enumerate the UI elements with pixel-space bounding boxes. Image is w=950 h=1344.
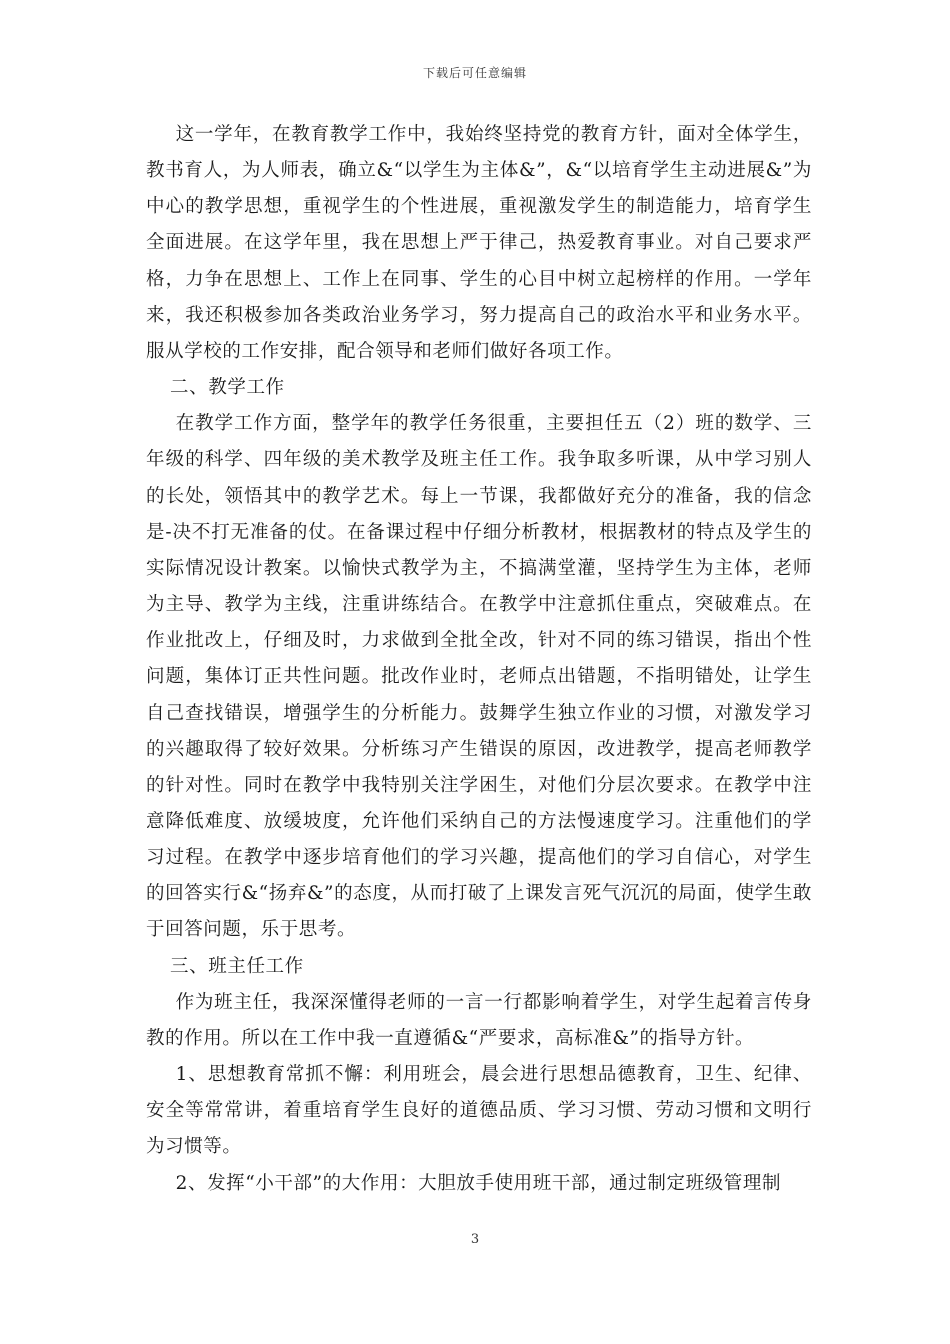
page-number: 3 xyxy=(470,1232,480,1247)
paragraph-intro: 这一学年，在教育教学工作中，我始终坚持党的教育方针，面对全体学生，教书育人，为人师表，确立&“以学生为主体&”，&“以培育学生主动进展&”为中心的教学思想，重视学生的个性进展，重视激发学生的制造能力，培育学生全面进展。在这学年里，我在思想上严于律己，热爱教育事业。对自己要求严格，力争在思想上、工作上在同事、学生的心目中树立起榜样的作用。一学年来，我还积极参加各类政治业务学习，努力提高自己的政治水平和业务水平。服从学校的工作安排，配合领导和老师们做好各项工作。 xyxy=(146,124,812,362)
page-header: 下载后可任意编辑 xyxy=(422,66,527,80)
paragraph-class-teacher: 作为班主任，我深深懂得老师的一言一行都影响着学生，对学生起着言传身教的作用。所以在工作中我一直遵循&“严要求，高标准&”的指导方针。 xyxy=(146,991,812,1049)
section-heading-class-teacher: 三、班主任工作 xyxy=(170,955,304,977)
paragraph-item-1: 1、思想教育常抓不懈：利用班会，晨会进行思想品德教育，卫生、纪律、安全等常常讲，着重培育学生良好的道德品质、学习习惯、劳动习惯和文明行为习惯等。 xyxy=(146,1064,812,1158)
paragraph-teaching: 在教学工作方面，整学年的教学任务很重，主要担任五（2）班的数学、三年级的科学、四年级的美术教学及班主任工作。我争取多听课，从中学习别人的长处，领悟其中的教学艺术。每上一节课，我都做好充分的准备，我的信念是-决不打无准备的仗。在备课过程中仔细分析教材，根据教材的特点及学生的实际情况设计教案。以愉快式教学为主，不搞满堂灌，坚持学生为主体，老师为主导、教学为主线，注重讲练结合。在教学中注意抓住重点，突破难点。在作业批改上，仔细及时，力求做到全批全改，针对不同的练习错误，指出个性问题，集体订正共性问题。批改作业时，老师点出错题，不指明错处，让学生自己查找错误，增强学生的分析能力。鼓舞学生独立作业的习惯，对激发学习的兴趣取得了较好效果。分析练习产生错误的原因，改进教学，提高老师教学的针对性。同时在教学中我特别关注学困生，对他们分层次要求。在教学中注意降低难度、放缓坡度，允许他们采纳自己的方法慢速度学习。注重他们的学习过程。在教学中逐步培育他们的学习兴趣，提高他们的学习自信心，对学生的回答实行&“扬弃&”的态度，从而打破了上课发言死气沉沉的局面，使学生敢于回答问题，乐于思考。 xyxy=(146,413,812,941)
document-body xyxy=(146,117,812,1202)
paragraph-item-2: 2、发挥“小干部”的大作用：大胆放手使用班干部，通过制定班级管理制 xyxy=(175,1172,782,1194)
section-heading-teaching: 二、教学工作 xyxy=(170,377,285,399)
